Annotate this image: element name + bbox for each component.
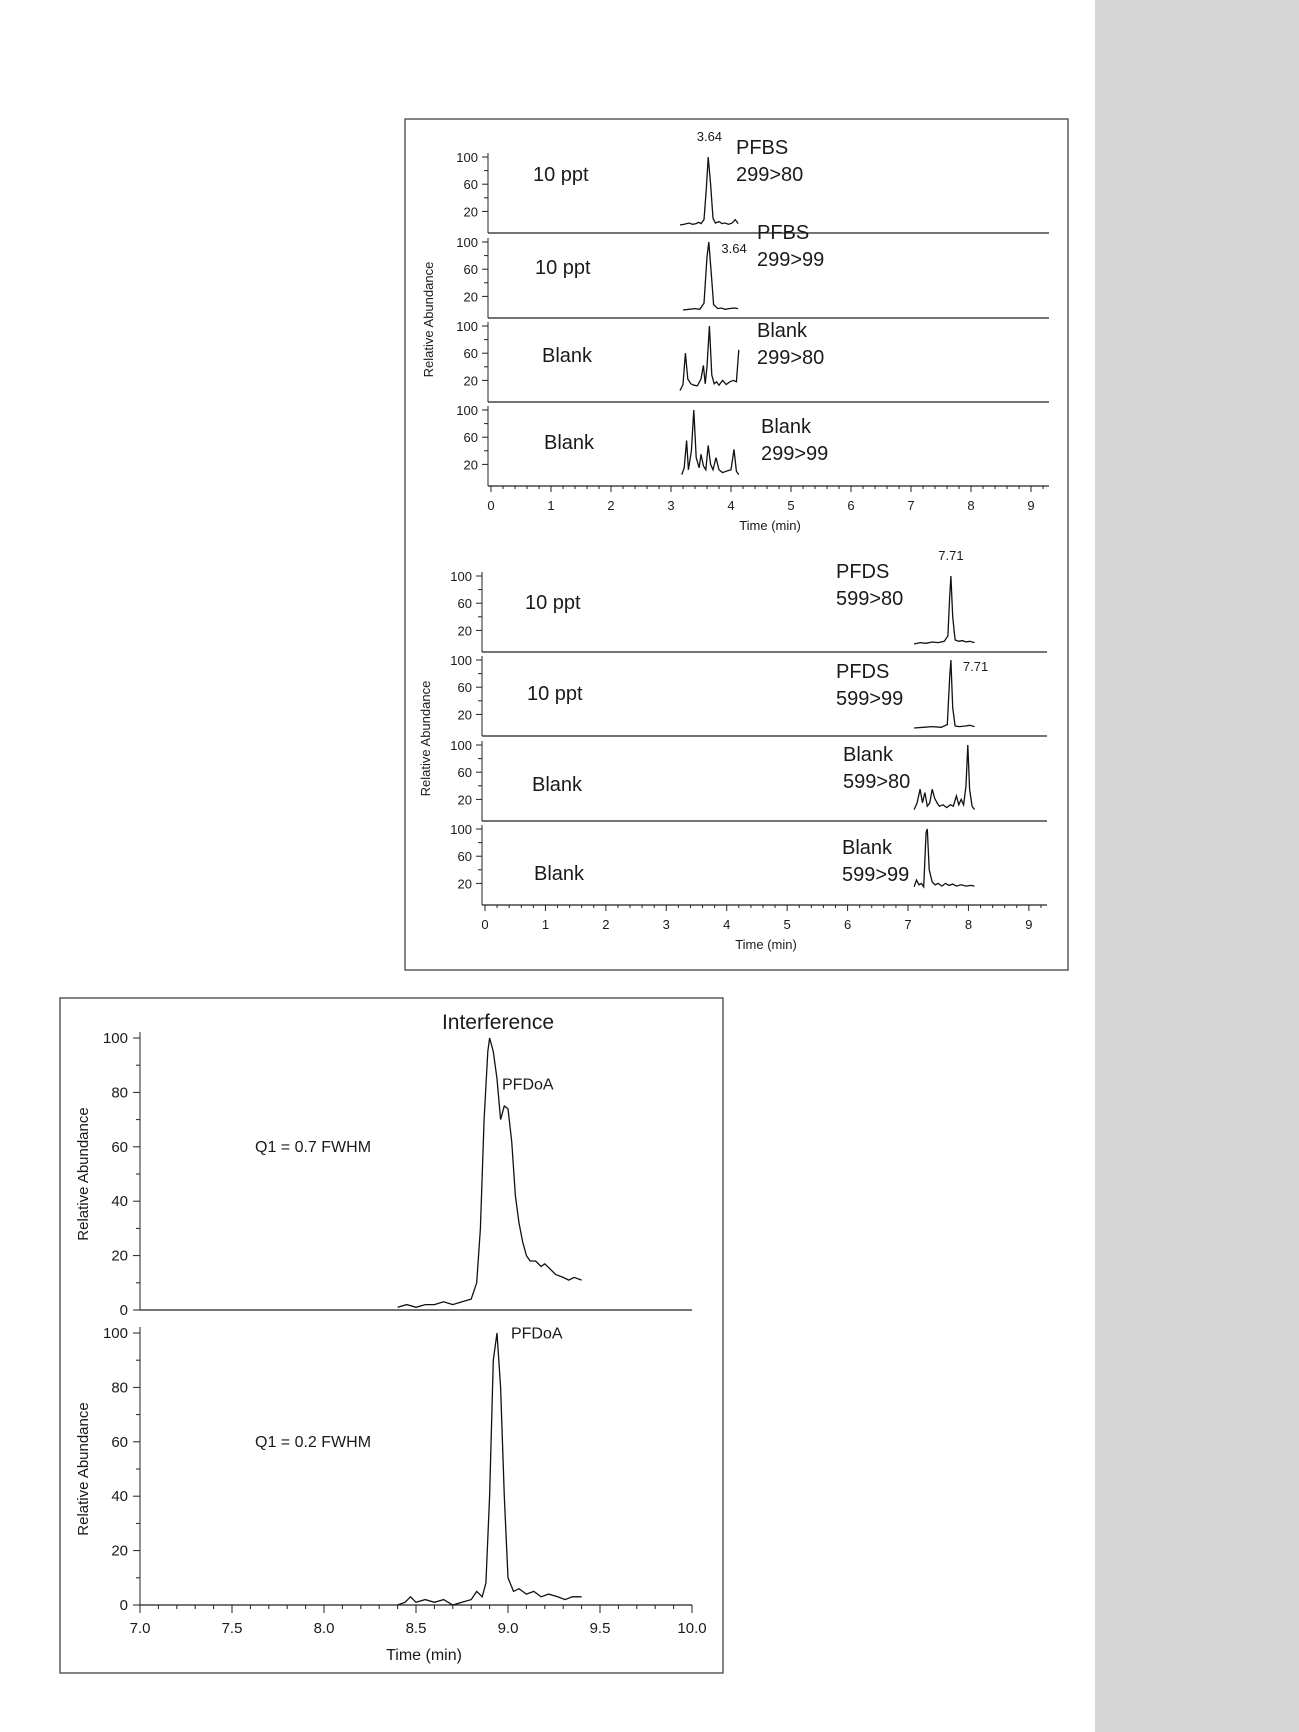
y-axis-title: Relative Abundance [75,1107,92,1241]
y-tick-label: 80 [111,1084,128,1102]
chromatogram-trace [682,410,739,475]
compound-label: PFDS [836,661,890,683]
x-tick-label: 6 [843,917,852,932]
peak-rt-label: 7.71 [962,659,989,674]
transition-label: 599>80 [843,771,911,793]
y-tick-label: 100 [450,653,472,668]
x-tick-label: 7.0 [129,1620,151,1637]
x-tick-label: 0 [487,498,495,513]
y-tick-label: 60 [111,1138,128,1156]
compound-label: Blank [843,744,894,766]
chromatogram-trace [398,1333,582,1605]
y-tick-label: 40 [111,1193,128,1211]
y-tick-label: 100 [456,150,478,165]
peak-name-label: PFDoA [510,1325,563,1343]
x-tick-label: 9.5 [589,1620,611,1637]
y-tick-label: 100 [450,822,472,837]
peak-rt-label: 7.71 [938,548,964,563]
y-tick-label: 100 [102,1325,128,1342]
x-tick-label: 8.5 [405,1620,427,1637]
x-tick-label: 9.0 [497,1620,519,1637]
x-tick-label: 7.5 [221,1620,243,1637]
x-tick-label: 7 [904,917,912,932]
chart-pfbs [421,129,1049,533]
x-tick-label: 10.0 [677,1620,707,1637]
chromatogram-trace [914,829,974,887]
y-tick-label: 20 [111,1247,128,1265]
x-tick-label: 4 [727,498,735,513]
y-tick-label: 20 [463,204,478,220]
x-tick-label: 3 [667,498,675,513]
compound-label: PFDS [836,561,890,583]
x-tick-label: 4 [723,917,731,932]
y-axis-title: Relative Abundance [421,261,436,378]
sample-label: 10 ppt [525,592,581,614]
y-axis-title: Relative Abundance [75,1402,92,1536]
x-tick-label: 8 [964,917,973,932]
y-tick-label: 20 [463,373,478,389]
compound-label: Blank [842,837,893,859]
x-tick-label: 2 [602,917,610,932]
y-axis-title: Relative Abundance [418,680,433,797]
x-tick-label: 9 [1027,498,1035,513]
sample-label: Blank [532,774,583,796]
y-tick-label: 20 [111,1542,128,1560]
transition-label: 299>99 [757,249,825,271]
x-tick-label: 8 [967,498,975,513]
x-axis-title: Time (min) [386,1647,462,1664]
y-tick-label: 100 [450,569,472,584]
y-tick-label: 60 [463,430,478,446]
x-tick-label: 5 [787,498,795,513]
y-tick-label: 100 [456,319,478,334]
compound-label: Blank [761,416,812,438]
y-tick-label: 60 [463,262,478,278]
x-tick-label: 2 [607,498,615,513]
sample-label: Blank [544,432,595,454]
x-axis-title: Time (min) [739,518,801,533]
y-tick-label: 20 [457,707,472,723]
x-tick-label: 8.0 [313,1620,335,1637]
sample-label: 10 ppt [527,683,583,705]
chart-title: Interference [441,1011,555,1034]
y-tick-label: 20 [463,289,478,305]
compound-label: Blank [757,320,808,342]
figure-frame-bottom [60,998,723,1673]
condition-label: Q1 = 0.7 FWHM [255,1139,372,1157]
transition-label: 599>80 [836,588,904,610]
y-tick-label: 60 [111,1433,128,1451]
y-tick-label: 20 [457,792,472,808]
y-tick-label: 0 [119,1302,128,1319]
condition-label: Q1 = 0.2 FWHM [255,1434,372,1452]
sample-label: Blank [542,345,593,367]
y-tick-label: 40 [111,1488,128,1506]
x-axis-title: Time (min) [735,937,797,952]
x-tick-label: 0 [481,917,489,932]
peak-name-label: PFDoA [502,1076,554,1094]
y-tick-label: 60 [457,849,472,865]
y-tick-label: 100 [456,235,478,250]
x-tick-label: 9 [1025,917,1033,932]
chromatogram-trace [914,576,974,644]
y-tick-label: 20 [457,623,472,639]
x-tick-label: 3 [662,917,670,932]
y-tick-label: 100 [102,1030,128,1047]
y-tick-label: 60 [457,765,472,781]
x-tick-label: 5 [783,917,791,932]
x-tick-label: 7 [907,498,915,513]
y-tick-label: 60 [457,680,472,696]
transition-label: 299>99 [761,443,829,465]
compound-label: PFBS [757,222,810,244]
y-tick-label: 100 [456,403,478,418]
y-tick-label: 60 [457,596,472,612]
transition-label: 599>99 [842,864,910,886]
grey-sidebar [1095,0,1299,1732]
sample-label: 10 ppt [535,257,591,279]
sample-label: 10 ppt [533,164,589,186]
x-tick-label: 6 [847,498,855,513]
peak-rt-label: 3.64 [696,129,723,144]
chart-pfds [418,548,1047,952]
transition-label: 599>99 [836,688,904,710]
x-tick-label: 1 [547,498,555,513]
chart-interference [75,1011,707,1664]
chromatogram-trace [680,157,738,225]
chromatogram-trace [680,326,739,391]
y-tick-label: 20 [457,876,472,892]
y-tick-label: 100 [450,738,472,753]
transition-label: 299>80 [757,347,825,369]
y-tick-label: 60 [463,177,478,193]
chromatogram-trace [914,745,974,810]
y-tick-label: 0 [119,1597,128,1614]
chromatogram-trace [398,1038,582,1307]
y-tick-label: 60 [463,346,478,362]
y-tick-label: 20 [463,457,478,473]
y-tick-label: 80 [111,1379,128,1397]
sample-label: Blank [534,863,585,885]
compound-label: PFBS [736,137,789,159]
transition-label: 299>80 [736,164,804,186]
peak-rt-label: 3.64 [721,241,747,256]
x-tick-label: 1 [541,917,550,932]
